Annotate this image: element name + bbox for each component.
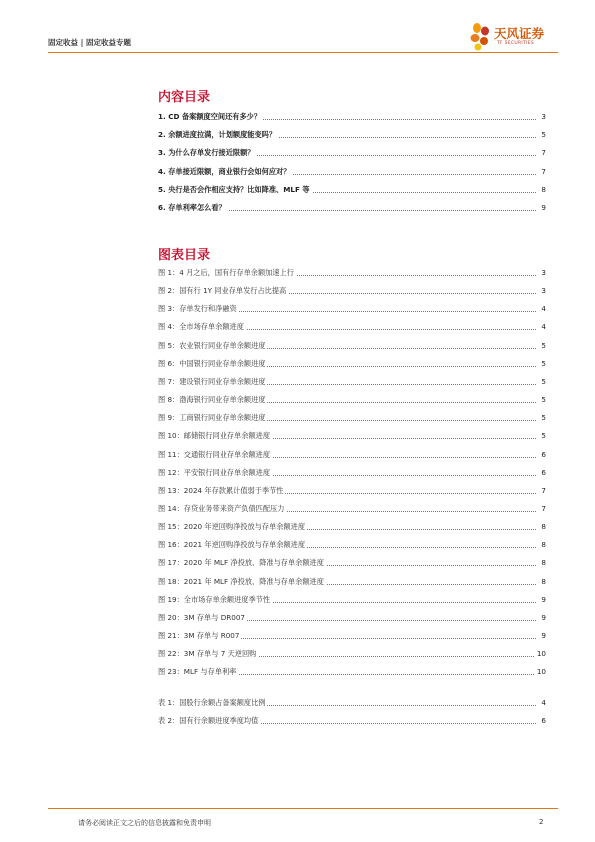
figure-item-label: 图 17：2020 年 MLF 净投放、降准与存单余额进度 — [158, 558, 324, 568]
table-item[interactable] — [158, 698, 546, 711]
figure-item-label: 图 12：平安银行同业存单余额进度 — [158, 467, 271, 477]
figure-item[interactable] — [158, 395, 546, 408]
figure-item[interactable] — [158, 268, 546, 281]
footer-disclaimer: 请务必阅读正文之后的信息披露和免责申明 — [78, 819, 211, 827]
figure-item-page: 7 — [541, 485, 546, 495]
toc-item-label: 3. 为什么存单发行接近限额？ — [158, 148, 255, 158]
figure-item[interactable] — [158, 577, 546, 590]
figure-item-page: 5 — [541, 358, 546, 368]
figure-item-page: 5 — [541, 395, 546, 405]
header-breadcrumb: 固定收益 | 固定收益专题 — [48, 38, 131, 47]
table-item-page: 4 — [541, 698, 546, 707]
toc-item-label: 6. 存单利率怎么看？ — [158, 203, 226, 212]
logo-subtext: TF SECURITIES — [497, 41, 535, 46]
toc-item-page: 3 — [541, 112, 546, 121]
figure-item-label: 图 9：工商银行同业存单余额进度 — [158, 413, 266, 423]
figure-item[interactable] — [158, 431, 546, 444]
figure-item-page: 6 — [541, 449, 546, 459]
figure-item-label: 图 11：交通银行同业存单余额进度 — [158, 449, 271, 459]
figure-item-page: 5 — [541, 413, 546, 423]
figure-item[interactable] — [158, 613, 546, 626]
logo-text: 天风证券 — [494, 26, 545, 41]
toc-title: 内容目录 — [158, 90, 211, 105]
figure-item-label: 图 7：建设银行同业存单余额进度 — [158, 376, 266, 386]
figure-item-page: 4 — [541, 304, 546, 314]
toc-item[interactable] — [158, 148, 546, 161]
toc-item-page: 7 — [541, 148, 546, 158]
figure-item-label: 图 14：存贷业务带来资产负债匹配压力 — [158, 503, 285, 513]
figure-item-page: 5 — [541, 340, 546, 350]
figure-item[interactable] — [158, 304, 546, 317]
figure-item[interactable] — [158, 631, 546, 644]
figure-item[interactable] — [158, 522, 546, 535]
figure-item-label: 图 2：国有行 1Y 同业存单发行占比提高 — [158, 286, 287, 296]
figure-item-page: 9 — [541, 594, 546, 604]
page-number: 2 — [539, 818, 544, 826]
company-logo — [468, 22, 558, 52]
toc-item-page: 9 — [541, 203, 546, 212]
table-item-page: 6 — [541, 716, 546, 726]
figure-item-label: 图 4：全市场存单余额进度 — [158, 322, 244, 332]
figure-item-page: 5 — [541, 376, 546, 386]
figure-item-page: 9 — [541, 631, 546, 640]
figure-item-label: 图 23：MLF 与存单利率 — [158, 667, 237, 677]
figure-item[interactable] — [158, 595, 546, 608]
figure-item[interactable] — [158, 667, 546, 680]
figure-item[interactable] — [158, 649, 546, 662]
toc-item[interactable] — [158, 112, 546, 125]
figure-item[interactable] — [158, 486, 546, 499]
toc-item[interactable] — [158, 185, 546, 198]
logo-mark-icon — [468, 22, 494, 52]
figure-item[interactable] — [158, 468, 546, 481]
figure-item-label: 图 1：4 月之后，国有行存单余额加速上行 — [158, 268, 294, 277]
figure-item-page: 8 — [541, 558, 546, 568]
figure-item-label: 图 16：2021 年逆回购净投放与存单余额进度 — [158, 540, 306, 550]
figure-item-label: 图 5：农业银行同业存单余额进度 — [158, 340, 266, 350]
figure-item-page: 8 — [541, 576, 546, 586]
toc-item[interactable] — [158, 130, 546, 143]
toc-item-page: 8 — [541, 184, 546, 194]
figure-item-label: 图 8：渤海银行同业存单余额进度 — [158, 395, 266, 405]
footer-rule — [48, 808, 558, 809]
toc-item[interactable] — [158, 167, 546, 180]
figure-item-label: 图 10：邮储银行同业存单余额进度 — [158, 431, 271, 441]
toc-item-page: 5 — [541, 130, 546, 140]
figure-item-page: 10 — [536, 667, 546, 677]
figure-item-label: 图 19：全市场存单余额进度季节性 — [158, 594, 271, 604]
toc-item-label: 1. CD 备案额度空间还有多少？ — [158, 112, 262, 121]
figure-item[interactable] — [158, 377, 546, 390]
figure-item-label: 图 13：2024 年存款累计值弱于季节性 — [158, 485, 284, 495]
table-item-label: 表 2：国有行余额进度季度均值 — [158, 716, 259, 726]
figure-item-page: 9 — [541, 612, 546, 622]
figure-item-page: 8 — [541, 540, 546, 550]
figure-item[interactable] — [158, 450, 546, 463]
figure-item-label: 图 21：3M 存单与 R007 — [158, 631, 240, 640]
figure-item-page: 10 — [536, 649, 546, 659]
toc-item[interactable] — [158, 203, 546, 216]
figure-item-page: 6 — [541, 467, 546, 477]
figure-item[interactable] — [158, 341, 546, 354]
figure-item-label: 图 3：存单发行和净融资 — [158, 304, 237, 314]
figure-item-label: 图 20：3M 存单与 DR007 — [158, 612, 245, 622]
toc-item-label: 5. 央行是否会作相应支持？比如降准、MLF 等 — [158, 184, 310, 194]
figure-item-label: 图 18：2021 年 MLF 净投放、降准与存单余额进度 — [158, 576, 324, 586]
figure-item[interactable] — [158, 322, 546, 335]
figure-item[interactable] — [158, 359, 546, 372]
figure-item-page: 3 — [541, 268, 546, 277]
figure-item-page: 4 — [541, 322, 546, 332]
toc-item-page: 7 — [541, 166, 546, 176]
figure-item[interactable] — [158, 413, 546, 426]
figure-item-page: 3 — [541, 286, 546, 296]
figure-item-label: 图 15：2020 年逆回购净投放与存单余额进度 — [158, 522, 306, 532]
toc-item-label: 2. 余额进度拉满，计划额度能变吗？ — [158, 130, 277, 140]
header-rule — [48, 52, 558, 53]
figure-item[interactable] — [158, 540, 546, 553]
toc-item-label: 4. 存单接近限额，商业银行会如何应对？ — [158, 166, 291, 176]
figure-item-label: 图 22：3M 存单与 7 天逆回购 — [158, 649, 257, 659]
figure-item[interactable] — [158, 504, 546, 517]
figure-item[interactable] — [158, 286, 546, 299]
figure-item-page: 5 — [541, 431, 546, 441]
table-item[interactable] — [158, 716, 546, 729]
figures-title: 图表目录 — [158, 248, 211, 263]
figure-item[interactable] — [158, 558, 546, 571]
figure-item-label: 图 6：中国银行同业存单余额进度 — [158, 358, 266, 368]
figure-item-page: 8 — [541, 522, 546, 532]
figure-item-page: 7 — [541, 503, 546, 513]
table-item-label: 表 1：国股行余额占备案额度比例 — [158, 698, 266, 707]
